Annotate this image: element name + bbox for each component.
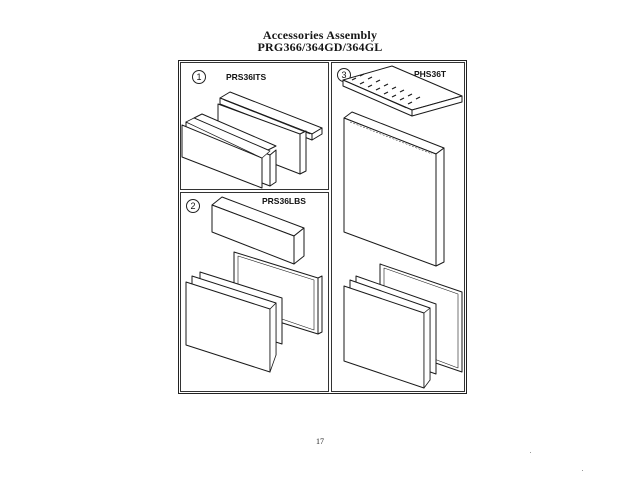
part-label-2: PRS36LBS [262, 196, 306, 206]
hood-lower-panels [344, 264, 462, 388]
page-title: Accessories Assembly [262, 28, 378, 42]
page-number: 17 [316, 437, 324, 446]
callout-number-3: 3 [337, 68, 351, 82]
part-label-3: PHS36T [414, 69, 447, 79]
callout-number-2: 2 [186, 199, 200, 213]
scan-speck [530, 452, 531, 453]
scan-speck [582, 470, 583, 471]
hood-side-panel [344, 112, 444, 266]
callout-number-1: 1 [192, 70, 206, 84]
part-label-1: PRS36ITS [226, 72, 267, 82]
model-numbers: PRG366/364GD/364GL [257, 40, 383, 54]
backsplash-shelf [212, 197, 304, 264]
